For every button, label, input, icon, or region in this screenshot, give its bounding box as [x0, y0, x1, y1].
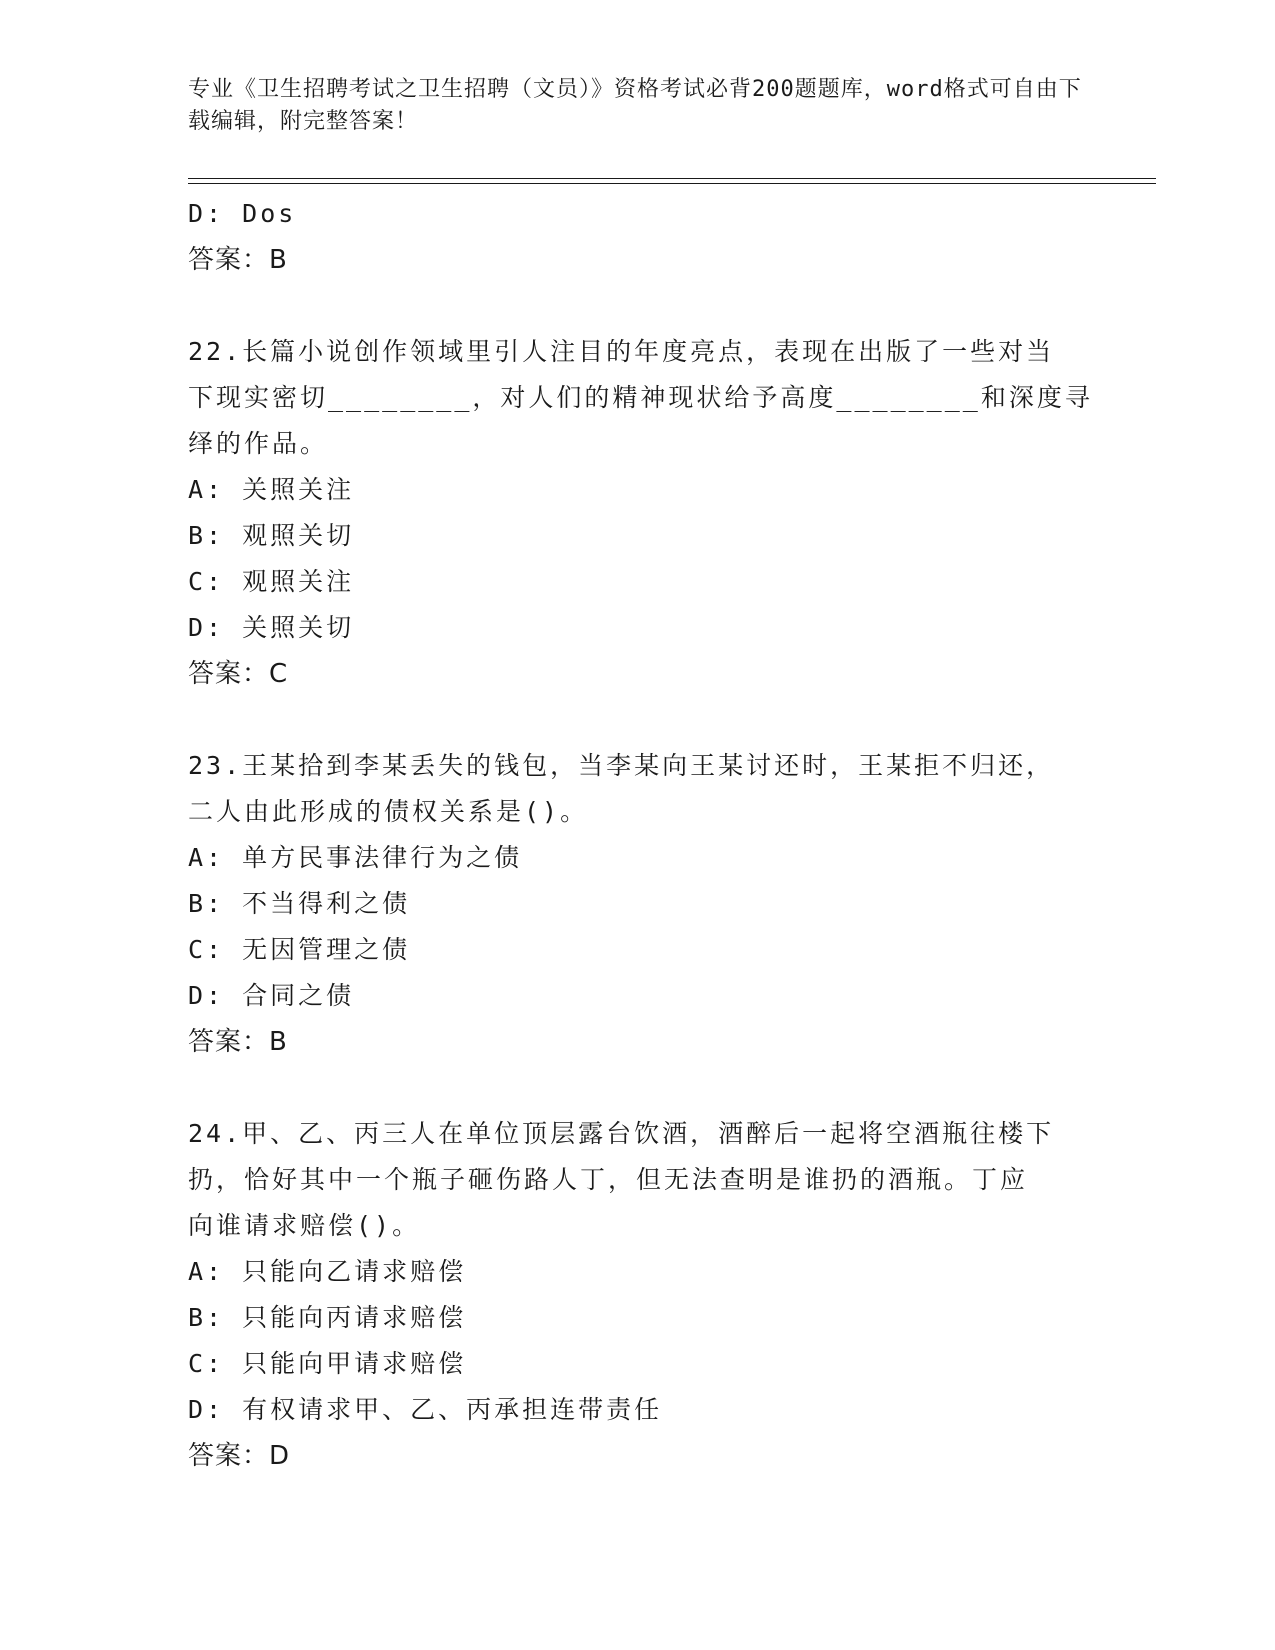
option-c: C: 无因管理之债 — [188, 935, 411, 964]
prev-option-d: D: Dos — [188, 199, 297, 228]
question-24 — [188, 1111, 1088, 1479]
answer: 答案：C — [188, 659, 289, 689]
question-23 — [188, 743, 1088, 1065]
question-stem-line: 22.长篇小说创作领域里引人注目的年度亮点，表现在出版了一些对当 — [188, 337, 1055, 366]
option-d: D: 关照关切 — [188, 613, 355, 642]
option-b: B: 观照关切 — [188, 521, 355, 550]
question-stem-line: 下现实密切________，对人们的精神现状给予高度________和深度寻 — [188, 383, 1093, 412]
answer: 答案：B — [188, 1027, 288, 1057]
option-b: B: 不当得利之债 — [188, 889, 411, 918]
option-a: A: 单方民事法律行为之债 — [188, 843, 523, 872]
option-d: D: 有权请求甲、乙、丙承担连带责任 — [188, 1395, 663, 1424]
prev-answer: 答案：B — [188, 245, 288, 275]
question-22 — [188, 329, 1093, 697]
question-stem-line: 扔，恰好其中一个瓶子砸伤路人丁，但无法查明是谁扔的酒瓶。丁应 — [188, 1165, 1029, 1194]
question-list — [188, 191, 1093, 1479]
option-c: C: 观照关注 — [188, 567, 355, 596]
question-stem-line: 23.王某拾到李某丢失的钱包，当李某向王某讨还时，王某拒不归还， — [188, 751, 1055, 780]
header-rule-top — [188, 178, 1156, 179]
option-d: D: 合同之债 — [188, 981, 355, 1010]
question-stem-line: 二人由此形成的债权关系是()。 — [188, 797, 589, 826]
option-a: A: 关照关注 — [188, 475, 355, 504]
question-stem-line: 绎的作品。 — [188, 429, 329, 458]
question-stem-line: 向谁请求赔偿()。 — [188, 1211, 421, 1240]
option-b: B: 只能向丙请求赔偿 — [188, 1303, 467, 1332]
question-stem-line: 24.甲、乙、丙三人在单位顶层露台饮酒，酒醉后一起将空酒瓶往楼下 — [188, 1119, 1055, 1148]
header-rule-bottom — [188, 183, 1156, 184]
option-a: A: 只能向乙请求赔偿 — [188, 1257, 467, 1286]
document-header: 专业《卫生招聘考试之卫生招聘（文员）》资格考试必背200题题库，word格式可自由下载编辑，附完整答案！ — [188, 77, 1082, 134]
option-c: C: 只能向甲请求赔偿 — [188, 1349, 467, 1378]
answer: 答案：D — [188, 1441, 291, 1471]
